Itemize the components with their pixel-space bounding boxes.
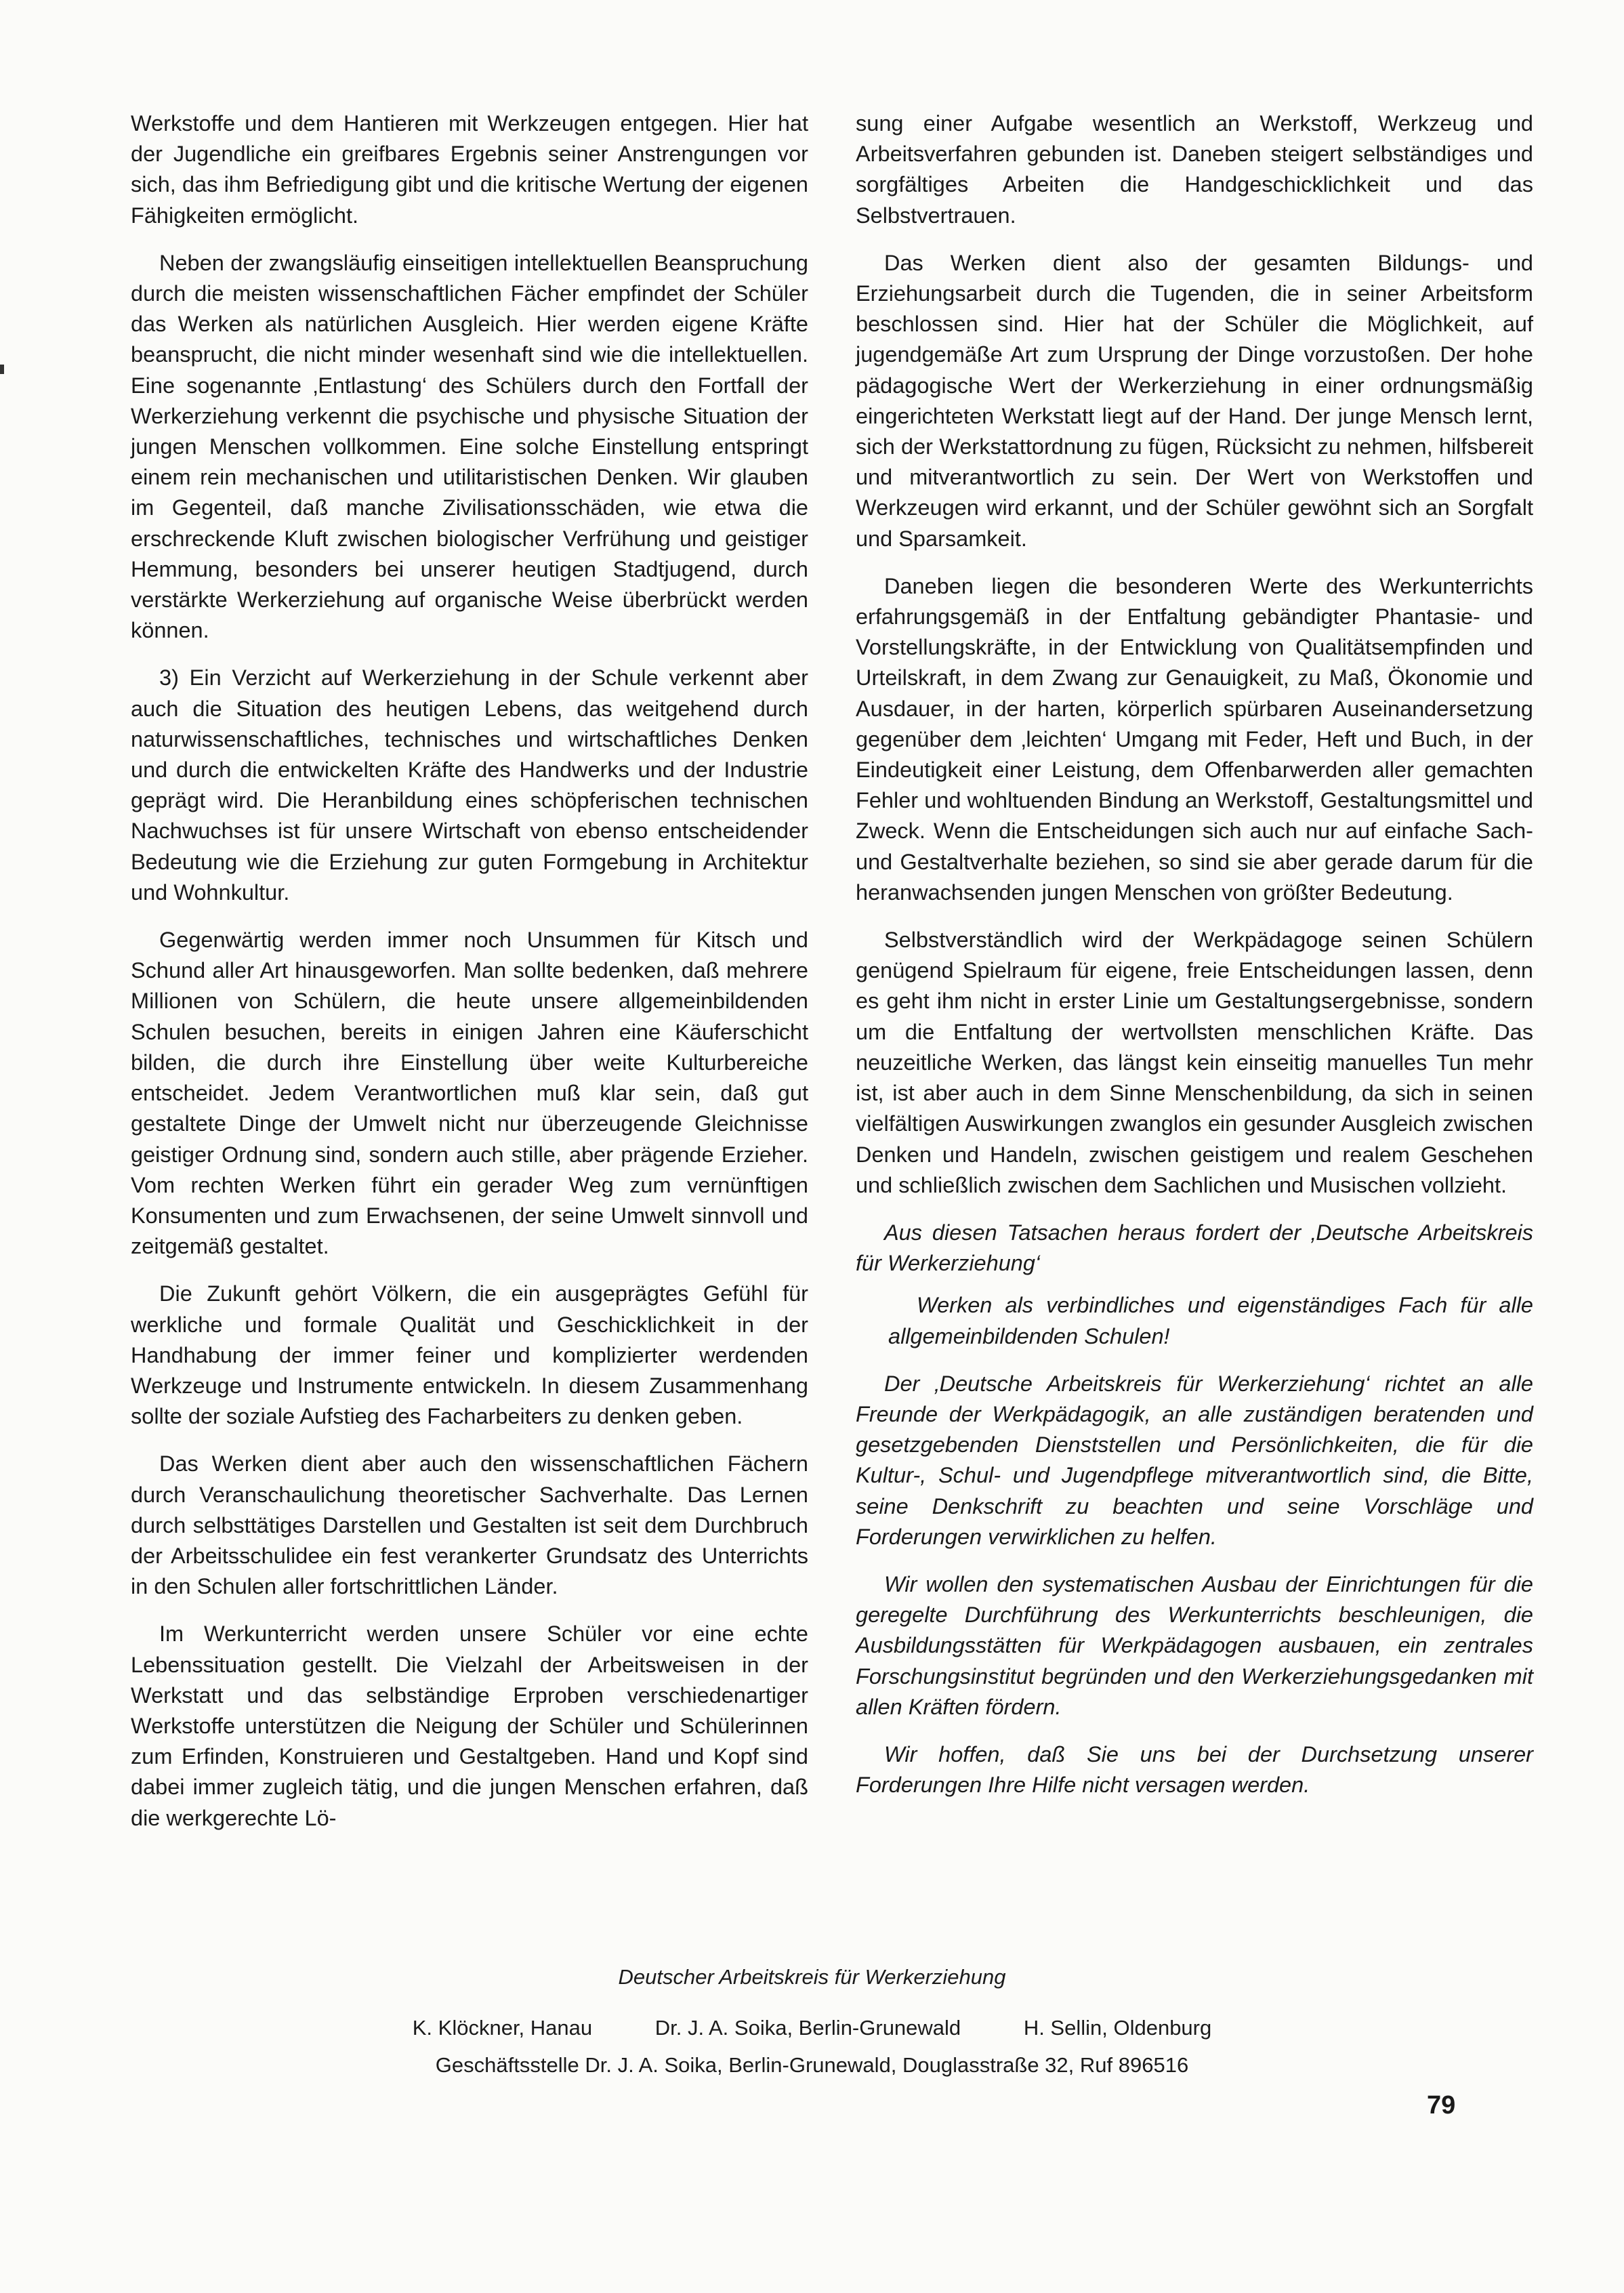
italic-paragraph: Wir wollen den systematischen Ausbau der Einrichtungen für die geregelte Durchführung des Werkunterrichts beschleunigen, die Ausbildungsstätten für Werkpädagogen ausbauen, ein zentrales Forschungsinstitut begründen und den Werkerziehungsgedanken mit allen Kräften fördern. bbox=[856, 1571, 1533, 1719]
paragraph: Im Werkunterricht werden unsere Schüler vor eine echte Lebenssituation gestellt. Die Vielzahl der Arbeitsweisen in der Werkstatt und das selbständige Erproben verschiedenartiger Werkstoffe unterstützen die Neigung der Schüler und Schülerinnen zum Erfinden, Konstruieren und Gestaltgeben. Hand und Kopf sind dabei immer zugleich tätig, und die jungen Menschen erfahren, daß die werkgerechte Lö- bbox=[131, 1621, 808, 1830]
paragraph: Selbstverständlich wird der Werkpädagoge seinen Schülern genügend Spielraum für eigene, freie Entscheidungen lassen, denn es geht ihm nicht in erster Linie um Gestaltungsergebnisse, sondern um die Entfaltung der wertvollsten menschlichen Kräfte. Das neuzeitliche Werken, das längst kein einseitig manuelles Tun mehr ist, ist aber auch in dem Sinne Menschenbildung, da sich in seinen vielfältigen Auswirkungen zwanglos ein gesunder Ausgleich zwischen Denken und Handeln, zwischen geistigem und realem Geschehen und schließlich zwischen dem Sachlichen und Musischen vollzieht. bbox=[856, 928, 1533, 1197]
paragraph: Das Werken dient also der gesamten Bildungs- und Erziehungsarbeit durch die Tugenden, die in seiner Arbeitsform beschlossen sind. Hier hat der Schüler die Möglichkeit, auf jugendgemäße Art zum Ursprung der Dinge vorzustoßen. Der hohe pädagogische Wert der Werkerziehung in einer ordnungsmäßig eingerichteten Werkstatt liegt auf der Hand. Der junge Mensch lernt, sich der Werkstattordnung zu fügen, Rücksicht zu nehmen, hilfsbereit und mitverantwortlich zu sein. Der Wert von Werkstoffen und Werkzeugen wird erkannt, und der Schüler gewöhnt sich an Sorgfalt und Sparsamkeit. bbox=[856, 250, 1533, 551]
italic-intro: Aus diesen Tatsachen heraus fordert der ‚Deutsche Arbeitskreis für Werkerziehung‘ bbox=[856, 1220, 1533, 1276]
paragraph: Daneben liegen die besonderen Werte des Werkunterrichts erfahrungsgemäß in der Entfaltung gebändigter Phantasie- und Vorstellungskräfte, in der Entwicklung von Qualitätsempfinden und Urteilskraft, in dem Zwang zur Genauigkeit, zu Maß, Ökonomie und Ausdauer, in der harten, körperlich spürbaren Auseinandersetzung gegenüber dem ‚leichten‘ Umgang mit Feder, Heft und Buch, in der Eindeutigkeit einer Leistung, dem Offenbarwerden aller gemachten Fehler und wohltuenden Bindung an Werkstoff, Gestaltungsmittel und Zweck. Wenn die Entscheidungen sich auch nur auf einfache Sach- und Gestaltverhalte beziehen, so sind sie aber gerade darum für die heranwachsenden jungen Menschen von größter Bedeutung. bbox=[856, 573, 1533, 905]
paragraph: Gegenwärtig werden immer noch Unsummen für Kitsch und Schund aller Art hinausgeworfen. Man sollte bedenken, daß mehrere Millionen von Schülern, die heute unsere allgemeinbildenden Schulen besuchen, bereits in einigen Jahren eine Käuferschicht bilden, die durch ihre Einstellung über weite Kulturbereiche entscheidet. Jedem Verantwortlichen muß klar sein, daß gut gestaltete Dinge der Umwelt nicht nur überzeugende Gleichnisse geistiger Ordnung sind, sondern auch stille, aber prägende Erzieher. Vom rechten Werken führt ein gerader Weg zum vernünftigen Konsumenten und zum Erwachsenen, der seine Umwelt sinnvoll und zeitgemäß gestaltet. bbox=[131, 928, 808, 1259]
signature-office: Geschäftsstelle Dr. J. A. Soika, Berlin-Grunewald, Douglasstraße 32, Ruf 896516 bbox=[435, 2053, 1189, 2077]
paragraph: Neben der zwangsläufig einseitigen intellektuellen Beanspruchung durch die meisten wissenschaftlichen Fächer empfindet der Schüler das Werken als natürlichen Ausgleich. Hier werden eigene Kräfte beansprucht, die nicht minder wesenhaft sind wie die intellektuellen. Eine sogenannte ‚Entlastung‘ des Schülers durch den Fortfall der Werkerziehung verkennt die psychische und physische Situation der jungen Menschen vollkommen. Eine solche Einstellung entspringt einem rein mechanischen und utilitaristischen Denken. Wir glauben im Gegenteil, daß manche Zivilisationsschäden, wie etwa die erschreckende Kluft zwischen biologischer Verfrühung und geistiger Hemmung, besonders bei unserer heutigen Stadtjugend, durch verstärkte Werkerziehung auf organische Weise überbrückt werden können. bbox=[131, 250, 808, 643]
paragraph: Die Zukunft gehört Völkern, die ein ausgeprägtes Gefühl für werkliche und formale Qualität und Geschicklichkeit in der Handhabung der immer feiner und komplizierter werdenden Werkzeuge und Instrumente entwickeln. In diesem Zusammenhang sollte der soziale Aufstieg des Facharbeiters zu denken geben. bbox=[131, 1281, 808, 1429]
signature-names bbox=[0, 2016, 1624, 2040]
signatory: H. Sellin, Oldenburg bbox=[1023, 2016, 1212, 2040]
signatory: Dr. J. A. Soika, Berlin-Grunewald bbox=[654, 2016, 961, 2040]
right-column bbox=[856, 108, 1533, 1817]
italic-paragraph: Wir hoffen, daß Sie uns bei der Durchsetzung unserer Forderungen Ihre Hilfe nicht versagen werden. bbox=[856, 1741, 1533, 1798]
italic-paragraph: Der ‚Deutsche Arbeitskreis für Werkerziehung‘ richtet an alle Freunde der Werkpädagogik, an alle zuständigen beratenden und gesetzgebenden Dienststellen und Persönlichkeiten, die für die Kultur-, Schul- und Jugendpflege mitverantwortlich sind, die Bitte, seine Denkschrift zu beachten und seine Vorschläge und Forderungen verwirklichen zu helfen. bbox=[856, 1371, 1533, 1549]
page-number: 79 bbox=[1427, 2091, 1456, 2120]
signature-organization: Deutscher Arbeitskreis für Werkerziehung bbox=[618, 1965, 1006, 1989]
paragraph: Werkstoffe und dem Hantieren mit Werkzeugen entgegen. Hier hat der Jugendliche ein greifbares Ergebnis seiner Anstrengungen vor sich, das ihm Befriedigung gibt und die kritische Wertung der eigenen Fähigkeiten ermöglicht. bbox=[131, 111, 808, 228]
demand-statement: Werken als verbindliches und eigenständiges Fach für alle allgemeinbildenden Schulen! bbox=[888, 1293, 1533, 1348]
signatory: K. Klöckner, Hanau bbox=[412, 2016, 593, 2040]
margin-mark bbox=[0, 365, 4, 374]
paragraph: Das Werken dient aber auch den wissenschaftlichen Fächern durch Veranschaulichung theoretischer Sachverhalte. Das Lernen durch selbsttätiges Darstellen und Gestalten ist seit dem Durchbruch der Arbeitsschulidee ein fest verankerter Grundsatz des Unterrichts in den Schulen aller fortschrittlichen Länder. bbox=[131, 1451, 808, 1599]
paragraph: 3) Ein Verzicht auf Werkerziehung in der Schule verkennt aber auch die Situation des heutigen Lebens, das weitgehend durch naturwissenschaftliches, technisches und wirtschaftliches Denken und durch die entwickelten Kräfte des Handwerks und der Industrie geprägt wird. Die Heranbildung eines schöpferischen technischen Nachwuchses ist für unsere Wirtschaft von ebenso entscheidender Bedeutung wie die Erziehung zur guten Formgebung in Architektur und Wohnkultur. bbox=[131, 665, 808, 905]
paragraph: sung einer Aufgabe wesentlich an Werkstoff, Werkzeug und Arbeitsverfahren gebunden ist. Daneben steigert selbständiges und sorgfältiges Arbeiten die Handgeschicklichkeit und das Selbstvertrauen. bbox=[856, 111, 1533, 228]
left-column bbox=[131, 108, 808, 1851]
